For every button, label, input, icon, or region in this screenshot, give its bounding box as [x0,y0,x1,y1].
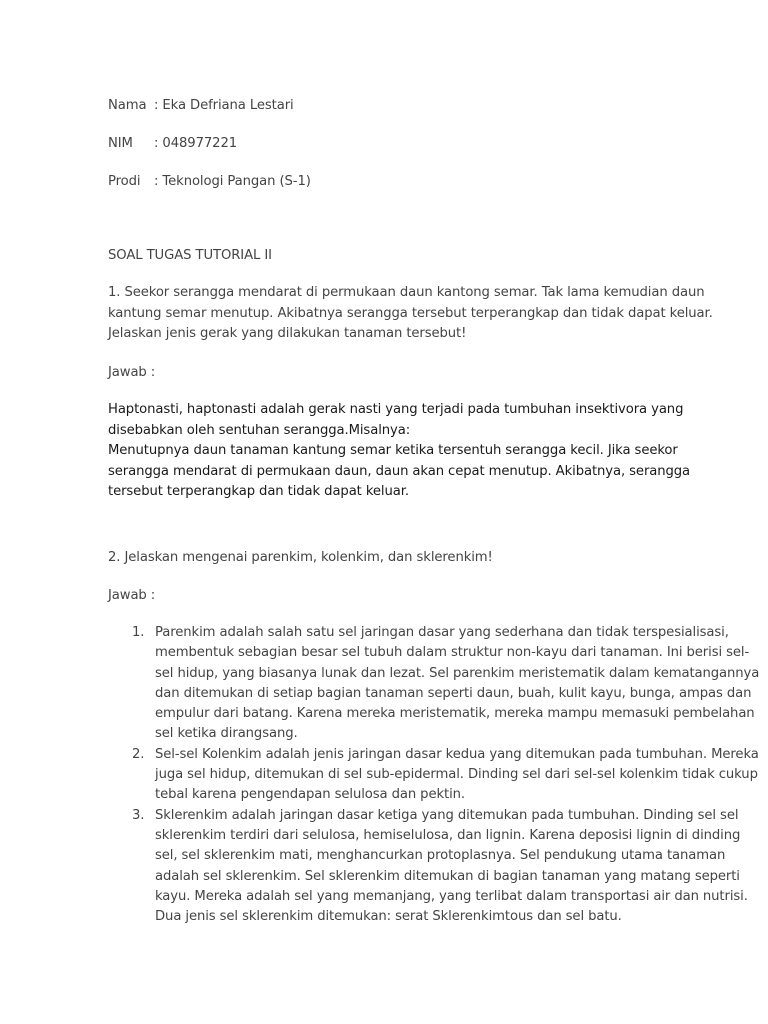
answer-1-line: tersebut terperangkap dan tidak dapat keluar. [108,484,409,500]
list-item-text [155,745,759,806]
list-item-line: Parenkim adalah salah satu sel jaringan dasar yang sederhana dan tidak terspesialisasi, [155,625,729,640]
list-item-line: membentuk sebagian besar sel tubuh dalam struktur non-kayu dari tanaman. Ini berisi sel- [155,645,750,661]
list-item-line: sel ketika dirangsang. [155,726,298,742]
nama-value: : Eka Defriana Lestari [154,98,294,113]
list-item-text [155,623,760,745]
nim-label: NIM [108,136,133,151]
list-item-line: sel, sel sklerenkim mati, menghancurkan protoplasnya. Sel pendukung utama tanaman [155,848,726,864]
list-item-line: Sklerenkim adalah jaringan dasar ketiga yang ditemukan pada tumbuhan. Dinding sel sel [155,807,739,823]
list-item-line: sel hidup, yang biasanya lunak dan lezat. Sel parenkim meristematik dalam kematangannya [155,665,760,681]
question-1-line: 1. Seekor serangga mendarat di permukaan daun kantong semar. Tak lama kemudian daun [108,285,705,300]
list-item [108,745,759,806]
list-item-line: dan ditemukan di setiap bagian tanaman seperti daun, buah, kulit kayu, bunga, ampas dan [155,685,752,701]
nim-value: : 048977221 [154,136,238,151]
nama-label: Nama [108,98,147,113]
list-item-line: juga sel hidup, ditemukan di sel sub-epidermal. Dinding sel dari sel-sel kolenkim tidak cukup [155,767,758,783]
list-item-number: 2. [132,746,145,762]
question-2: 2. Jelaskan mengenai parenkim, kolenkim, dan sklerenkim! [108,550,493,565]
answer-1-line: Haptonasti, haptonasti adalah gerak nasti yang terjadi pada tumbuhan insektivora yang [108,402,684,417]
answer-2-list [108,623,760,927]
list-item-text [155,806,748,928]
list-item-line: empulur dari batang. Karena mereka meristematik, mereka mampu memasuki pembelahan [155,706,755,722]
document-title: SOAL TUGAS TUTORIAL II [108,248,272,263]
answer-1-line: disebabkan oleh sentuhan serangga.Misalnya: [108,422,411,438]
list-item-number: 3. [132,807,145,823]
jawab-2-label: Jawab : [108,588,156,603]
nama-row [108,96,294,116]
list-item-line: sklerenkim terdiri dari selulosa, hemiselulosa, dan lignin. Karena deposisi lignin di dinding [155,827,741,843]
prodi-row [108,172,311,192]
prodi-value: : Teknologi Pangan (S-1) [154,174,311,189]
nim-row [108,134,237,154]
question-1-line: kantung semar menutup. Akibatnya serangga tersebut terperangkap dan tidak dapat keluar. [108,305,713,321]
jawab-1-label: Jawab : [108,365,156,380]
list-item-line: adalah sel sklerenkim. Sel sklerenkim ditemukan di bagian tanaman yang matang seperti [155,868,740,884]
answer-1-line: serangga mendarat di permukaan daun, daun akan cepat menutup. Akibatnya, serangga [108,463,691,479]
prodi-label: Prodi [108,174,141,189]
list-item-number: 1. [132,625,145,640]
answer-1-line: Menutupnya daun tanaman kantung semar ketika tersentuh serangga kecil. Jika seekor [108,443,678,459]
question-1 [108,283,713,345]
list-item-line: Sel-sel Kolenkim adalah jenis jaringan dasar kedua yang ditemukan pada tumbuhan. Mereka [155,746,759,762]
list-item-line: kayu. Mereka adalah sel yang memanjang, yang terlibat dalam transportasi air dan nutrisi. [155,888,748,904]
question-1-line: Jelaskan jenis gerak yang dilakukan tanaman tersebut! [108,326,467,342]
answer-1 [108,400,690,503]
list-item-line: Dua jenis sel sklerenkim ditemukan: serat Sklerenkimtous dan sel batu. [155,909,622,925]
list-item [108,806,748,928]
list-item [108,623,760,745]
list-item-line: tebal karena pengendapan selulosa dan pektin. [155,787,465,803]
